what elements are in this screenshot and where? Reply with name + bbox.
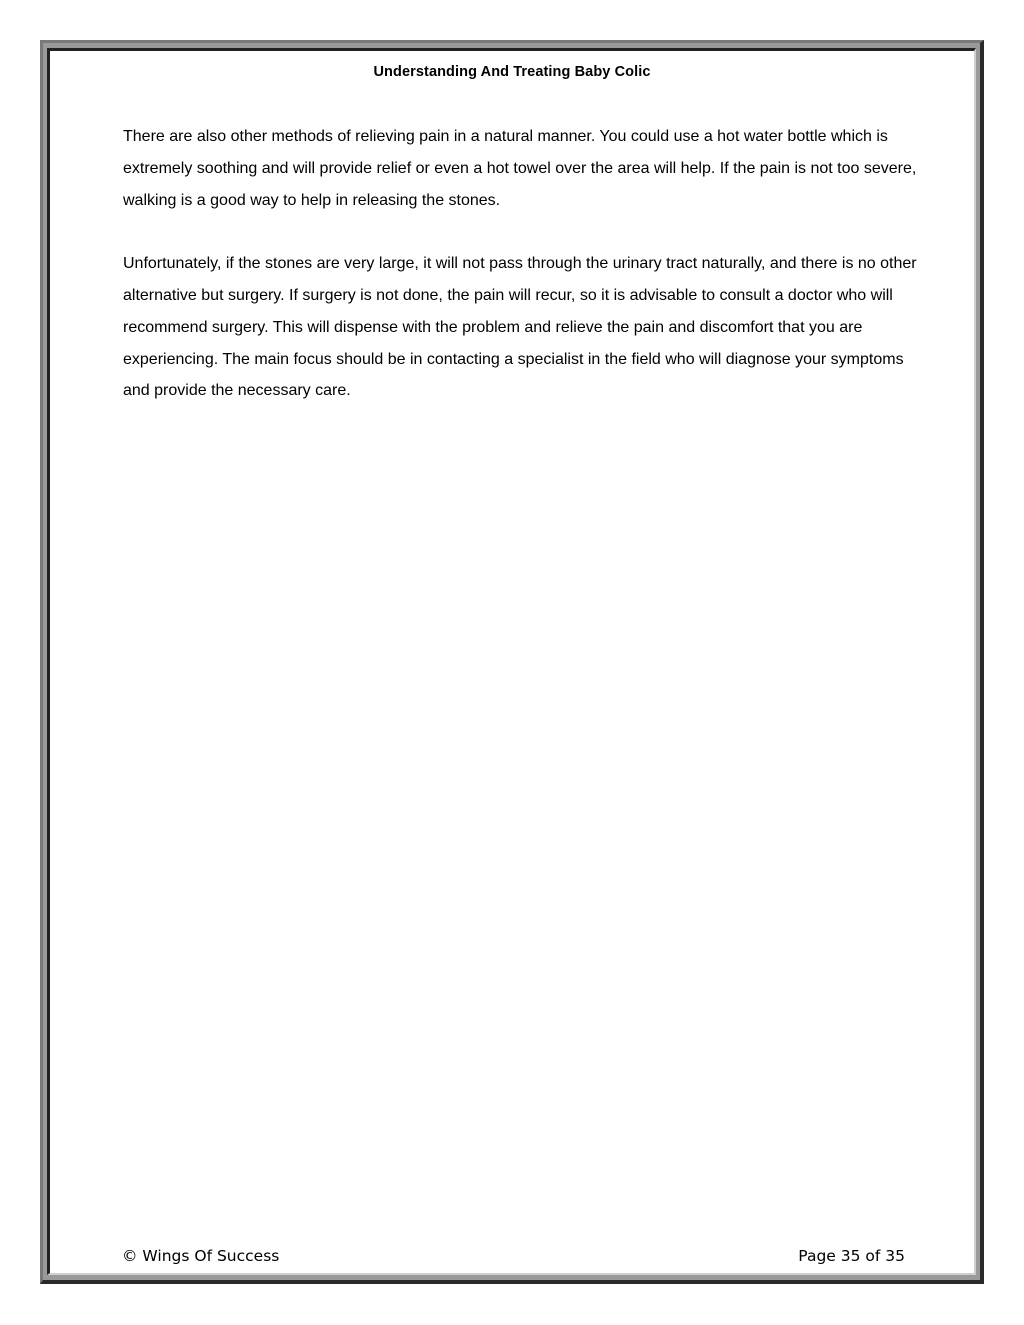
footer-copyright: © Wings Of Success (122, 1247, 280, 1265)
paragraph: Unfortunately, if the stones are very large, it will not pass through the urinary tract naturally, and there is no other alternative but surgery. If surgery is not done, the pain will recur, so it is advisable to consult a doctor who will recommend surgery. This will dispense with the problem and relieve the pain and discomfort that you are experiencing. The main focus should be in contacting a specialist in the field who will diagnose your symptoms and provide the necessary care. (123, 255, 917, 400)
footer-page-number: Page 35 of 35 (798, 1247, 905, 1265)
paragraph: There are also other methods of relieving pain in a natural manner. You could use a hot water bottle which is extremely soothing and will provide relief or even a hot towel over the area will help. If the pain is not too severe, walking is a good way to help in releasing the stones. (123, 128, 917, 209)
body-text (123, 121, 923, 439)
running-header: Understanding And Treating Baby Colic (373, 64, 651, 80)
page (47, 48, 976, 1275)
page-border (40, 40, 984, 1284)
